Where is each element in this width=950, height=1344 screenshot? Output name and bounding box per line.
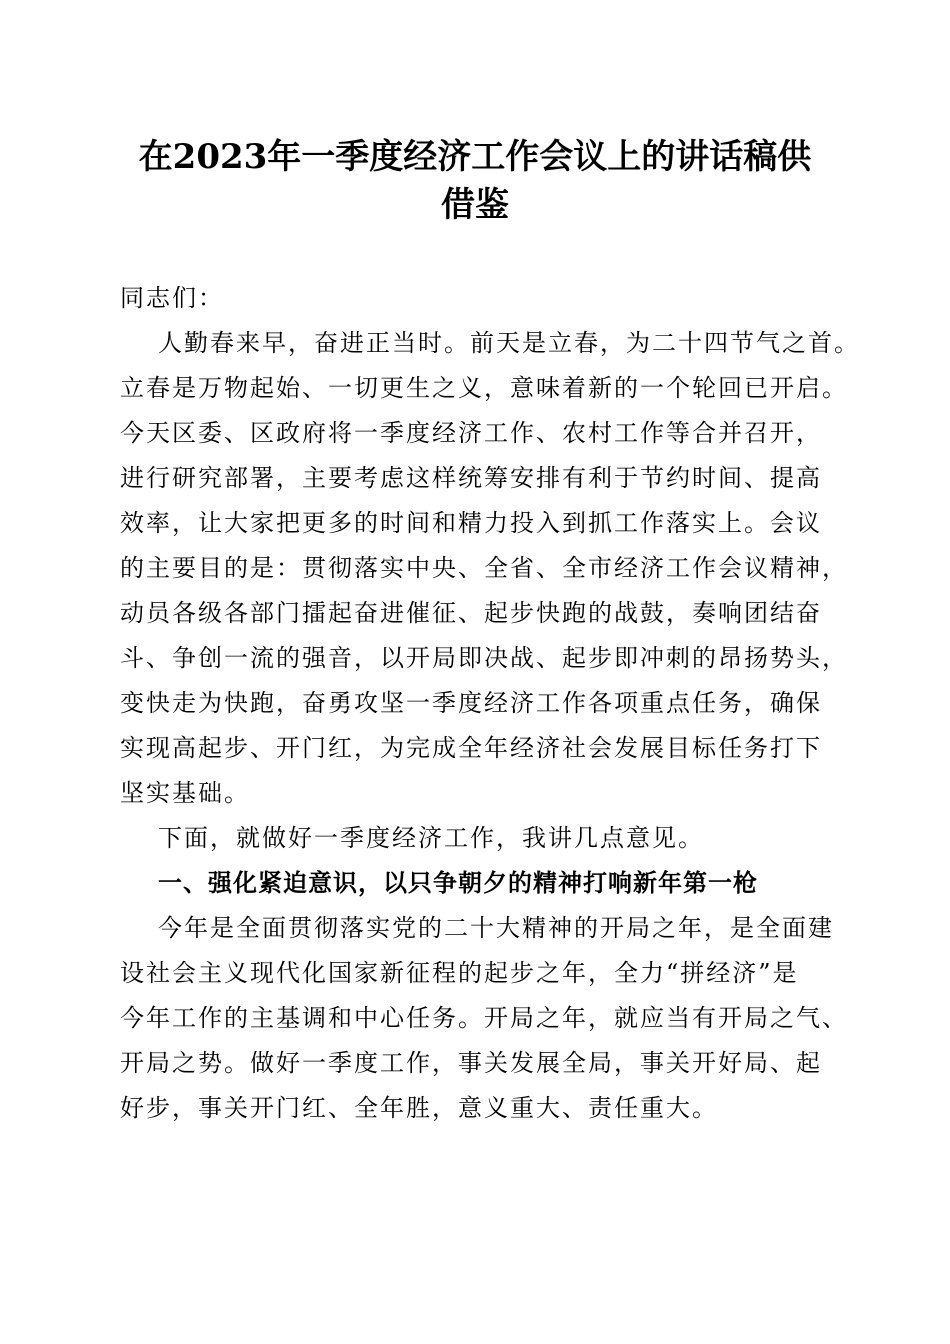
paragraph3-line-1: 今年是全面贯彻落实党的二十大精神的开局之年，是全面建 (158, 914, 834, 942)
title-line-1: 在2023年一季度经济工作会议上的讲话稿供 (138, 137, 812, 177)
paragraph1-line-10: 实现高起步、开门红，为完成全年经济社会发展目标任务打下 (120, 734, 822, 762)
paragraph2: 下面，就做好一季度经济工作，我讲几点意见。 (158, 824, 704, 852)
title-line-2: 借鉴 (441, 185, 509, 225)
paragraph3-line-4: 开局之势。做好一季度工作，事关发展全局，事关开好局、起 (120, 1049, 822, 1077)
document-title (100, 133, 850, 229)
paragraph3-line-2: 设社会主义现代化国家新征程的起步之年，全力“拼经济”是 (120, 959, 799, 987)
paragraph1-line-8: 斗、争创一流的强音，以开局即决战、起步即冲刺的昂扬势头， (120, 644, 848, 672)
salutation: 同志们： (120, 284, 224, 312)
paragraph1-line-1: 人勤春来早，奋进正当时。前天是立春，为二十四节气之首。 (158, 329, 860, 357)
paragraph1-line-9: 变快走为快跑，奋勇攻坚一季度经济工作各项重点任务，确保 (120, 689, 822, 717)
paragraph1-line-11: 坚实基础。 (120, 779, 250, 807)
paragraph1-line-5: 效率，让大家把更多的时间和精力投入到抓工作落实上。会议 (120, 509, 822, 537)
paragraph1-line-4: 进行研究部署，主要考虑这样统筹安排有利于节约时间、提高 (120, 464, 822, 492)
paragraph1-line-2: 立春是万物起始、一切更生之义，意味着新的一个轮回已开启。 (120, 374, 848, 402)
paragraph3-line-5: 好步，事关开门红、全年胜，意义重大、责任重大。 (120, 1094, 718, 1122)
paragraph1-line-3: 今天区委、区政府将一季度经济工作、农村工作等合并召开， (120, 419, 822, 447)
paragraph1-line-6: 的主要目的是：贯彻落实中央、全省、全市经济工作会议精神， (120, 554, 848, 582)
section-heading-1: 一、强化紧迫意识，以只争朝夕的精神打响新年第一枪 (158, 869, 758, 897)
paragraph1-line-7: 动员各级各部门擂起奋进催征、起步快跑的战鼓，奏响团结奋 (120, 599, 822, 627)
paragraph3-line-3: 今年工作的主基调和中心任务。开局之年，就应当有开局之气、 (120, 1004, 848, 1032)
